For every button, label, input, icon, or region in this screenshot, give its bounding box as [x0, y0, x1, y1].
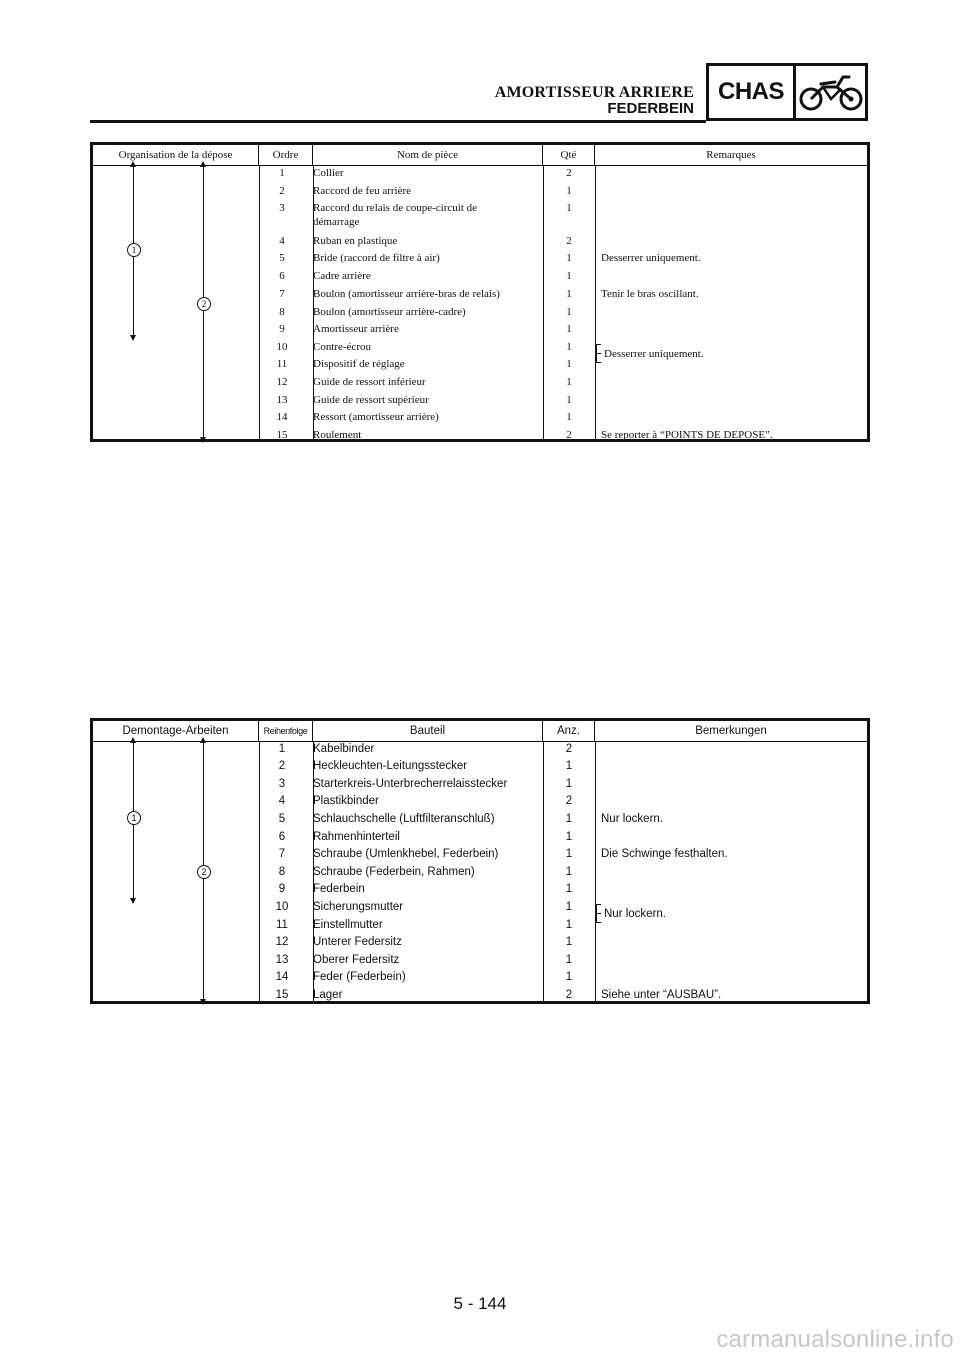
row-order: 14 [275, 971, 289, 983]
row-qty: 1 [565, 848, 573, 860]
group-marker-2: 2 [197, 297, 211, 311]
bracket-remark: Nur lockern. [604, 908, 666, 920]
col-demontage-arbeiten: Demontage-Arbeiten [93, 721, 259, 741]
row-part: Schraube (Federbein, Rahmen) [313, 866, 475, 878]
table-header [93, 721, 867, 742]
row-part: Raccord du relais de coupe-circuit de démarrage [313, 202, 478, 228]
row-remark: Se reporter à “POINTS DE DEPOSE”. [601, 429, 773, 441]
row-qty: 1 [565, 971, 573, 983]
row-order: 4 [278, 795, 286, 807]
row-part: Contre-écrou [313, 341, 372, 353]
row-qty: 2 [566, 167, 572, 179]
row-part: Raccord de feu arrière [313, 185, 412, 197]
row-part: Guide de ressort supérieur [313, 394, 429, 406]
row-part: Roulement [313, 429, 362, 441]
row-part: Boulon (amortisseur arrière-cadre) [313, 306, 466, 318]
row-order: 1 [278, 743, 286, 755]
row-order: 15 [275, 989, 289, 1001]
row-part: Einstellmutter [313, 919, 383, 931]
row-part: Starterkreis-Unterbrecherrelaisstecker [313, 778, 508, 790]
row-order: 8 [279, 306, 285, 318]
group-marker-2: 2 [197, 865, 211, 879]
row-part: Dispositif de réglage [313, 358, 405, 370]
row-qty: 1 [565, 936, 573, 948]
row-remark: Desserrer uniquement. [601, 252, 701, 264]
row-qty: 1 [566, 394, 572, 406]
col-bauteil: Bauteil [313, 721, 543, 741]
row-qty: 1 [565, 954, 573, 966]
row-part: Collier [313, 167, 344, 179]
row-qty: 1 [566, 411, 572, 423]
row-order: 2 [278, 760, 286, 772]
row-bracket-tick [596, 353, 601, 354]
row-part: Oberer Federsitz [313, 954, 400, 966]
row-qty: 1 [566, 323, 572, 335]
row-order: 3 [279, 202, 285, 214]
row-qty: 1 [566, 270, 572, 282]
row-order: 1 [279, 167, 285, 179]
row-qty: 1 [565, 831, 573, 843]
row-qty: 1 [565, 778, 573, 790]
row-qty: 1 [565, 919, 573, 931]
group-marker-1: 1 [127, 811, 141, 825]
row-part: Schlauchschelle (Luftfilteranschluß) [313, 813, 495, 825]
row-bracket-tick [596, 913, 601, 914]
row-qty: 2 [566, 429, 572, 441]
row-order: 8 [278, 866, 286, 878]
col-nom-piece: Nom de pièce [313, 145, 543, 165]
column-divider [595, 165, 596, 439]
row-qty: 1 [566, 288, 572, 300]
row-part: Amortisseur arrière [313, 323, 399, 335]
row-part: Guide de ressort inférieur [313, 376, 426, 388]
watermark: carmanualsonline.info [716, 1326, 954, 1353]
row-order: 5 [279, 252, 285, 264]
bracket-remark: Desserrer uniquement. [604, 348, 704, 360]
col-anz: Anz. [543, 721, 595, 741]
row-qty: 1 [566, 306, 572, 318]
row-remark: Tenir le bras oscillant. [601, 288, 699, 300]
row-qty: 1 [565, 813, 573, 825]
col-bemerkungen: Bemerkungen [695, 725, 767, 737]
disassembly-table-fr [90, 142, 870, 442]
row-order: 3 [278, 778, 286, 790]
row-qty: 1 [566, 202, 572, 214]
row-remark: Siehe unter “AUSBAU”. [601, 989, 722, 1001]
col-reihenfolge: Reihenfolge [259, 721, 313, 741]
row-order: 14 [276, 411, 288, 423]
section-badge [706, 63, 868, 121]
column-divider [595, 741, 596, 1001]
row-remark: Nur lockern. [601, 813, 663, 825]
row-order: 10 [276, 341, 288, 353]
group-marker-1: 1 [127, 243, 141, 257]
row-part: Heckleuchten-Leitungsstecker [313, 760, 468, 772]
row-order: 4 [279, 235, 285, 247]
row-part: Rahmenhinterteil [313, 831, 400, 843]
row-part: Boulon (amortisseur arrière-bras de relais) [313, 288, 500, 300]
row-order: 15 [276, 429, 288, 441]
row-qty: 1 [566, 185, 572, 197]
row-part: Ressort (amortisseur arrière) [313, 411, 439, 423]
row-order: 5 [278, 813, 286, 825]
section-code: CHAS [709, 66, 796, 118]
section-title-fr: AMORTISSEUR ARRIERE [494, 84, 694, 101]
row-qty: 2 [565, 989, 573, 1001]
row-qty: 2 [566, 235, 572, 247]
row-qty: 1 [565, 883, 573, 895]
row-order: 9 [278, 883, 286, 895]
row-order: 11 [276, 919, 288, 931]
row-part: Lager [313, 989, 343, 1001]
col-remarques: Remarques [706, 149, 756, 161]
row-qty: 1 [566, 376, 572, 388]
row-part: Feder (Federbein) [313, 971, 406, 983]
row-qty: 2 [565, 743, 573, 755]
row-order: 10 [275, 901, 289, 913]
page-number: 5 - 144 [453, 1294, 507, 1313]
row-order: 11 [276, 358, 288, 370]
row-qty: 1 [566, 252, 572, 264]
row-part: Cadre arrière [313, 270, 371, 282]
row-order: 12 [275, 936, 289, 948]
row-order: 7 [279, 288, 285, 300]
col-ordre: Ordre [259, 145, 313, 165]
row-order: 6 [278, 831, 286, 843]
row-part: Sicherungsmutter [313, 901, 404, 913]
row-part: Unterer Federsitz [313, 936, 402, 948]
table-header [93, 145, 867, 166]
row-part: Plastikbinder [313, 795, 379, 807]
section-title-de: FEDERBEIN [607, 100, 694, 117]
row-order: 7 [278, 848, 286, 860]
row-order: 6 [279, 270, 285, 282]
row-part: Federbein [313, 883, 365, 895]
row-qty: 2 [565, 795, 573, 807]
row-order: 2 [279, 185, 285, 197]
row-order: 12 [276, 376, 288, 388]
row-qty: 1 [565, 901, 573, 913]
motorcycle-icon [796, 66, 865, 118]
row-remark: Die Schwinge festhalten. [601, 848, 728, 860]
row-part: Schraube (Umlenkhebel, Federbein) [313, 848, 499, 860]
row-order: 13 [276, 394, 288, 406]
row-qty: 1 [565, 866, 573, 878]
row-part: Ruban en plastique [313, 235, 398, 247]
row-qty: 1 [565, 760, 573, 772]
row-part: Kabelbinder [313, 743, 375, 755]
row-qty: 1 [566, 358, 572, 370]
row-order: 9 [279, 323, 285, 335]
disassembly-table-de [90, 718, 870, 1004]
col-organisation: Organisation de la dépose [93, 145, 259, 165]
row-order: 13 [275, 954, 289, 966]
row-part: Bride (raccord de filtre à air) [313, 252, 440, 264]
header-rule [90, 120, 706, 123]
col-qte: Qté [543, 145, 595, 165]
row-qty: 1 [566, 341, 572, 353]
